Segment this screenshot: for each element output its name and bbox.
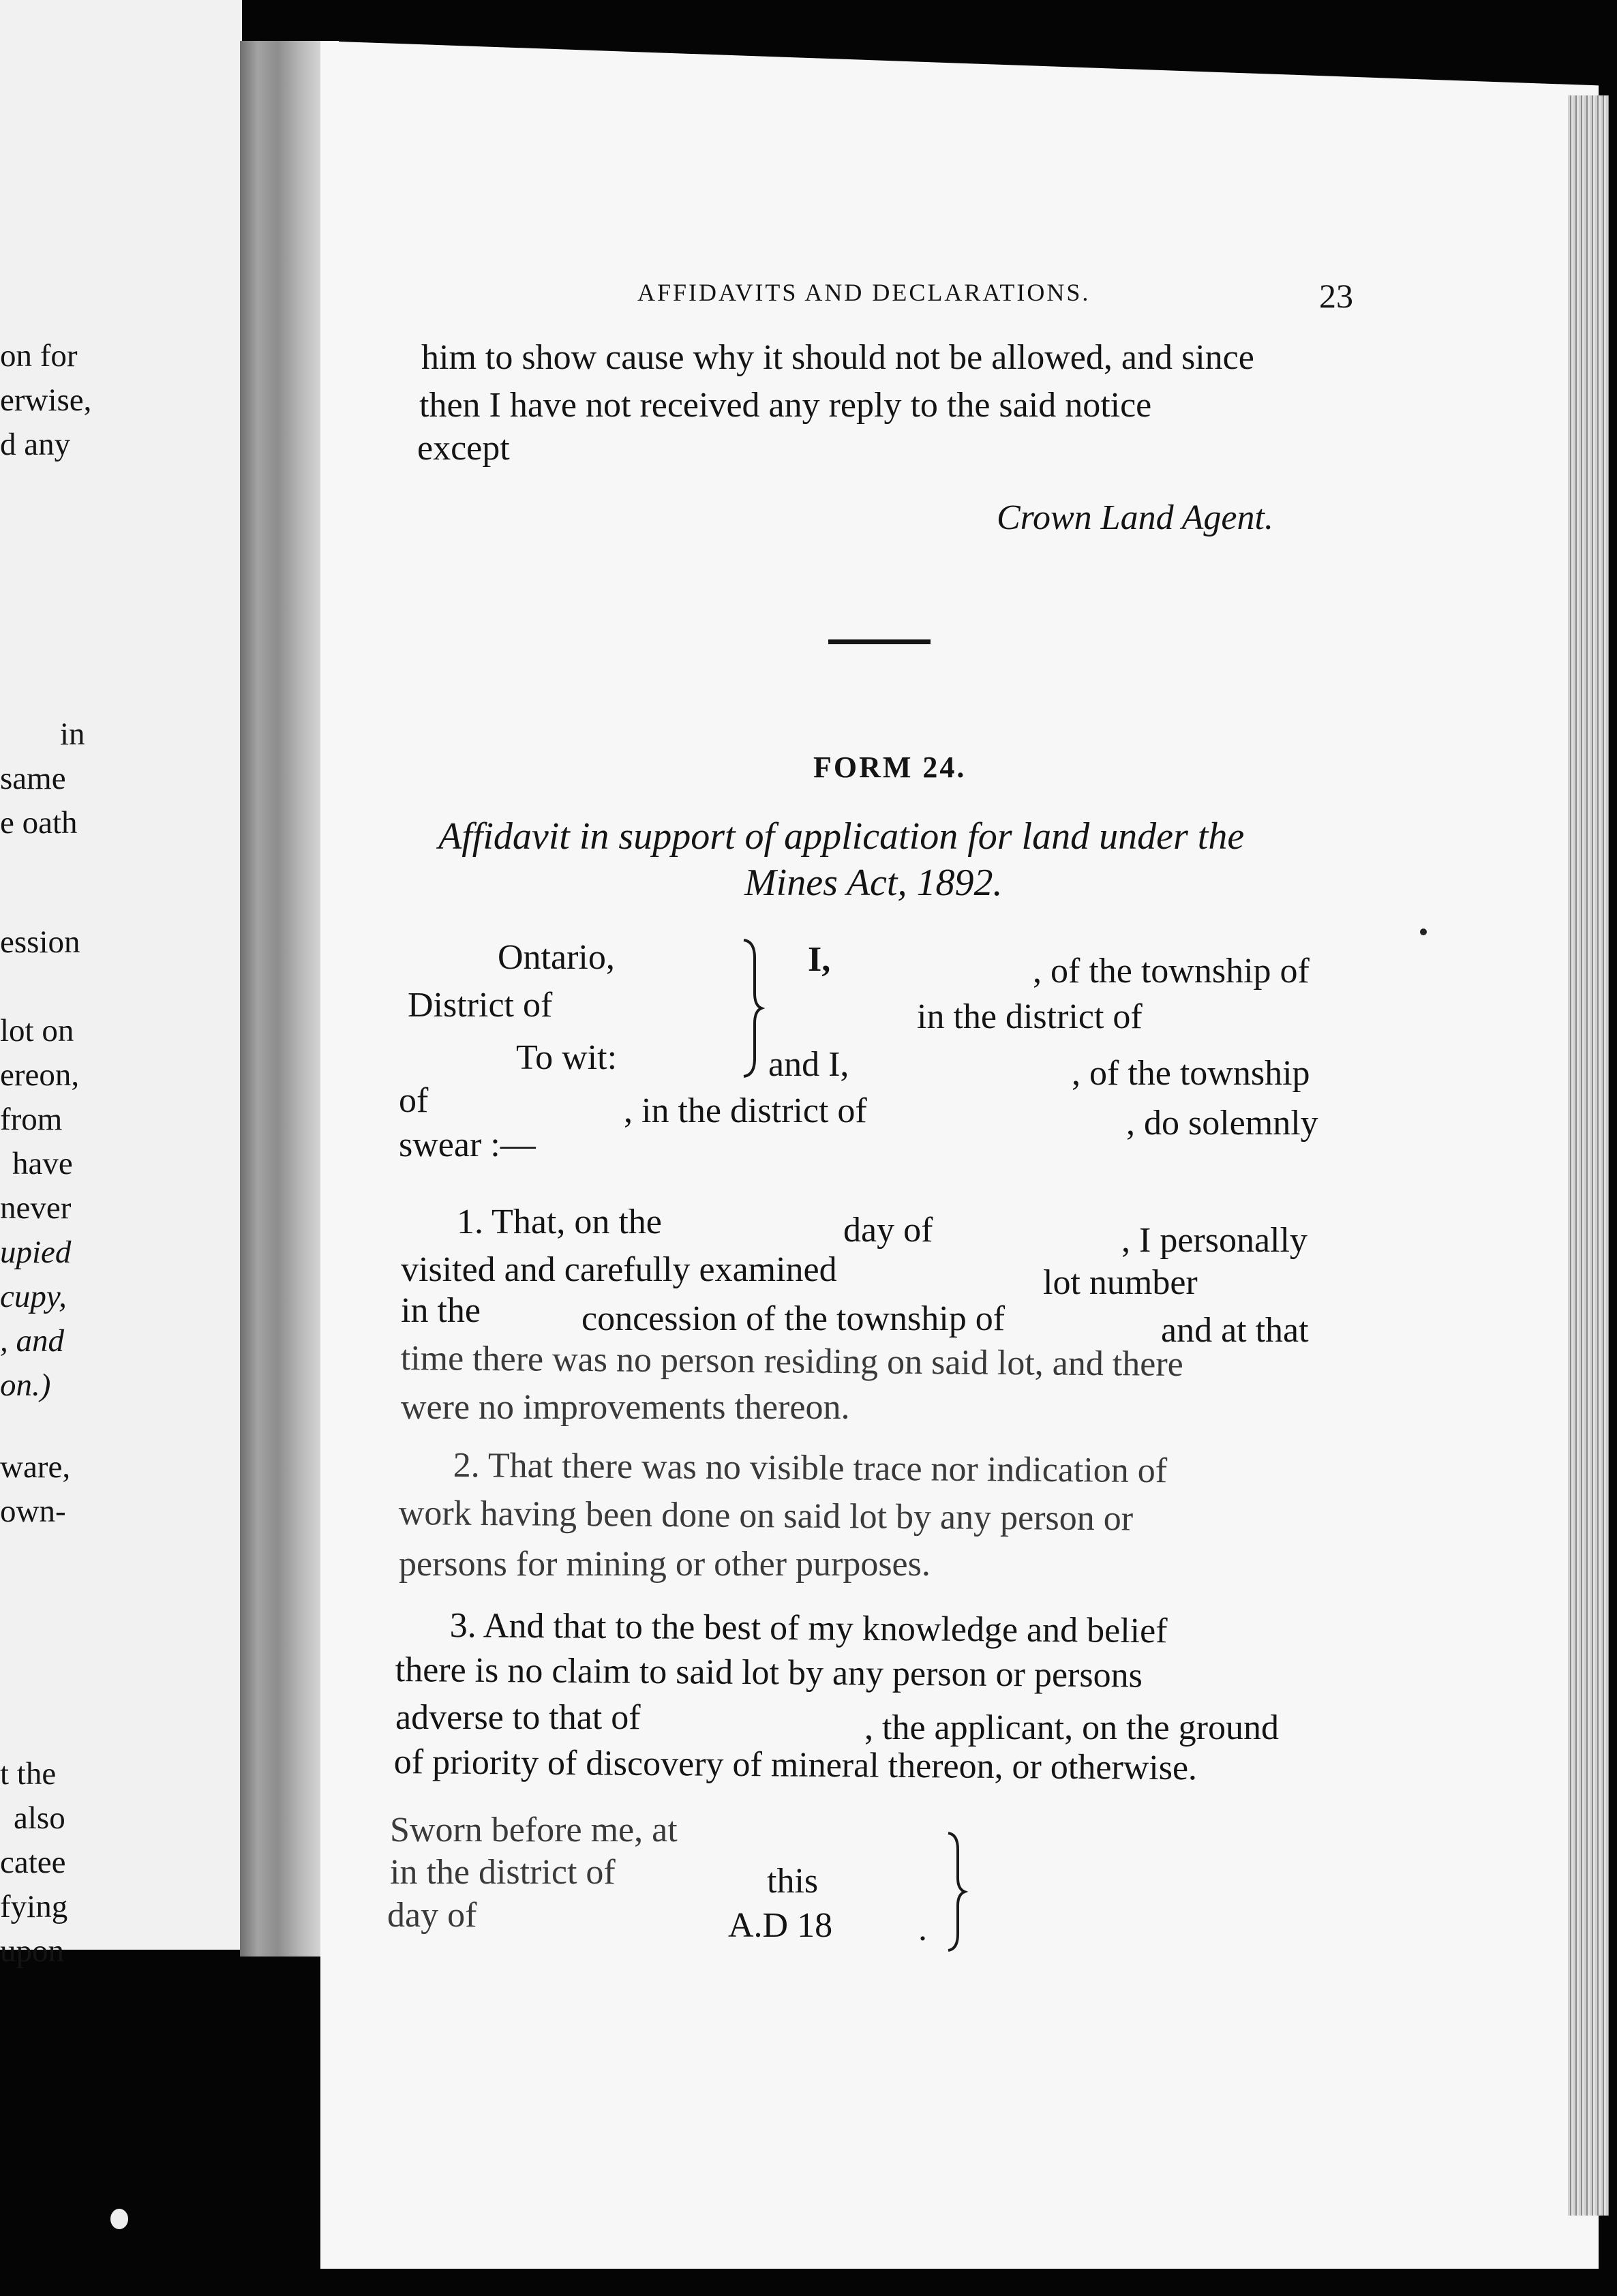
left-page-line: ession	[0, 924, 80, 960]
paragraph-1-text: concession of the township of	[581, 1299, 1006, 1338]
paragraph-2-text: 2. That there was no visible trace nor indication of	[453, 1446, 1168, 1491]
paragraph-1-text: visited and carefully examined	[401, 1250, 837, 1289]
left-page-line: upied	[0, 1235, 72, 1270]
left-page-line: on.)	[0, 1368, 51, 1403]
paper-speck	[1420, 928, 1427, 935]
paragraph-3-text: , the applicant, on the ground	[864, 1708, 1279, 1747]
continuation-line: him to show cause why it should not be allowed, and since	[421, 338, 1254, 377]
paragraph-3-text: adverse to that of	[395, 1698, 641, 1737]
jurat-district: in the district of	[390, 1853, 616, 1892]
jurat-brace	[944, 1830, 971, 1953]
left-page-line: d any	[0, 427, 71, 462]
left-page-line: lot on	[0, 1013, 74, 1048]
left-page-line: catee	[0, 1845, 66, 1880]
preamble-and-i: and I,	[768, 1045, 849, 1084]
left-page-fragment	[0, 0, 242, 1969]
left-page-line: , and	[0, 1323, 64, 1359]
paragraph-1-text: in the	[401, 1291, 481, 1330]
left-page-line: also	[14, 1800, 65, 1836]
venue-brace	[740, 937, 767, 1081]
left-page-line: ereon,	[0, 1057, 80, 1093]
continuation-line: then I have not received any reply to the said notice	[419, 386, 1152, 425]
jurat-this: this	[767, 1862, 819, 1901]
left-page-line: e oath	[0, 805, 78, 841]
preamble-i: I,	[808, 940, 831, 979]
left-page-line: fying	[0, 1889, 68, 1924]
preamble-township-of: , of the township of	[1033, 952, 1310, 991]
left-page-line: have	[12, 1146, 73, 1181]
paper-speck	[110, 2209, 128, 2229]
paragraph-1-text: , I personally	[1121, 1221, 1308, 1260]
venue-district: District of	[408, 986, 553, 1025]
continuation-line: except	[417, 429, 510, 468]
paragraph-1-text: were no improvements thereon.	[401, 1388, 850, 1427]
jurat-day-of: day of	[387, 1896, 477, 1935]
form-title: FORM 24.	[813, 751, 967, 784]
left-page-line: same	[0, 761, 66, 796]
signature-crown-land-agent: Crown Land Agent.	[997, 498, 1273, 537]
left-page-line: on for	[0, 338, 78, 374]
paragraph-1-text: 1. That, on the	[457, 1203, 662, 1241]
paragraph-1-text: lot number	[1043, 1263, 1198, 1302]
left-page-line: in	[60, 716, 85, 752]
preamble-of-township: , of the township	[1072, 1054, 1310, 1093]
left-page-line: from	[0, 1102, 63, 1137]
paragraph-1-text: and at that	[1161, 1311, 1309, 1350]
left-page-line: own-	[0, 1494, 66, 1529]
running-title: AFFIDAVITS AND DECLARATIONS.	[637, 279, 1091, 306]
paragraph-3-text: of priority of discovery of mineral thereon, or otherwise.	[393, 1742, 1198, 1788]
venue-to-wit: To wit:	[516, 1038, 618, 1077]
section-rule	[828, 639, 931, 644]
jurat-ad: A.D 18	[728, 1906, 833, 1945]
jurat-sworn: Sworn before me, at	[390, 1811, 678, 1849]
left-page-line: never	[0, 1190, 72, 1226]
paragraph-3-text: 3. And that to the best of my knowledge and belief	[449, 1606, 1168, 1651]
paragraph-1-text: time there was no person residing on said lot, and there	[400, 1339, 1184, 1385]
left-page-line: t the	[0, 1756, 57, 1792]
page-edges	[1568, 95, 1609, 2216]
preamble-do-solemnly: , do solemnly	[1126, 1104, 1318, 1143]
left-page-line: cupy,	[0, 1279, 67, 1314]
form-subtitle: Affidavit in support of application for land under the	[438, 815, 1245, 858]
form-subtitle: Mines Act, 1892.	[744, 862, 1003, 904]
preamble-swear: swear :—	[399, 1126, 536, 1164]
paragraph-2-text: persons for mining or other purposes.	[399, 1545, 931, 1584]
page-number: 23	[1319, 277, 1353, 315]
venue-province: Ontario,	[498, 938, 615, 977]
left-page-line: ware,	[0, 1449, 71, 1485]
jurat-dot: .	[918, 1909, 927, 1948]
preamble-in-district: in the district of	[917, 997, 1143, 1036]
preamble-of: of	[399, 1081, 429, 1120]
paragraph-3-text: there is no claim to said lot by any person or persons	[395, 1650, 1143, 1695]
preamble-in-district-2: , in the district of	[624, 1091, 867, 1130]
left-page-line: erwise,	[0, 382, 92, 418]
paragraph-1-text: day of	[843, 1211, 933, 1250]
left-page-line: upon	[0, 1933, 64, 1969]
paragraph-2-text: work having been done on said lot by any person or	[398, 1494, 1134, 1539]
